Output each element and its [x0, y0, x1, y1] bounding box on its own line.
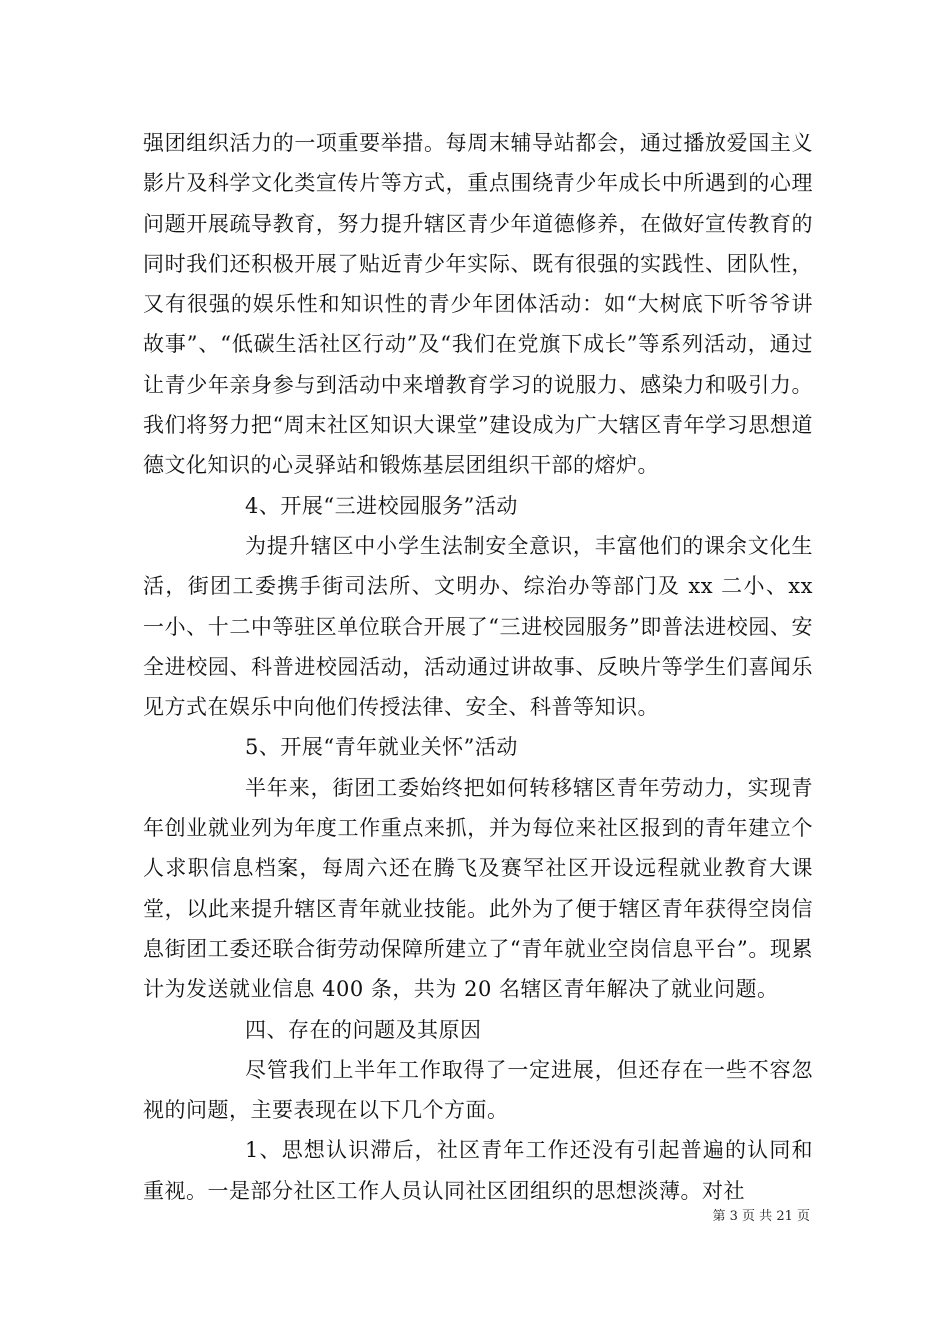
- section-heading-problems: 四、存在的问题及其原因: [245, 1017, 482, 1042]
- paragraph-problems-intro: 尽管我们上半年工作取得了一定进展，但还存在一些不容忽视的问题，主要表现在以下几个方面。: [143, 1057, 813, 1123]
- paragraph-campus-service: 为提升辖区中小学生法制安全意识，丰富他们的课余文化生活，街团工委携手街司法所、文明办、综治办等部门及 xx 二小、xx 一小、十二中等驻区单位联合开展了“三进校园服务”即普法进校园、安全进校园、科普进校园活动，活动通过讲故事、反映片等学生们喜闻乐见方式在娱乐中向他们传授法律、安全、科普等知识。: [143, 533, 813, 720]
- heading-item-4: 4、开展“三进校园服务”活动: [245, 493, 518, 518]
- page-number: 第 3 页 共 21 页: [712, 1209, 810, 1224]
- paragraph-1: 强团组织活力的一项重要举措。每周末辅导站都会，通过播放爱国主义影片及科学文化类宣传片等方式，重点围绕青少年成长中所遇到的心理问题开展疏导教育，努力提升辖区青少年道德修养，在做好宣传教育的同时我们还积极开展了贴近青少年实际、既有很强的实践性、团队性，又有很强的娱乐性和知识性的青少年团体活动：如“大树底下听爷爷讲故事”、“低碳生活社区行动”及“我们在党旗下成长”等系列活动，通过让青少年亲身参与到活动中来增教育学习的说服力、感染力和吸引力。我们将努力把“周末社区知识大课堂”建设成为广大辖区青年学习思想道德文化知识的心灵驿站和锻炼基层团组织干部的熔炉。: [143, 131, 813, 478]
- paragraph-employment-care: 半年来，街团工委始终把如何转移辖区青年劳动力，实现青年创业就业列为年度工作重点来抓，并为每位来社区报到的青年建立个人求职信息档案，每周六还在腾飞及赛罕社区开设远程就业教育大课堂，以此来提升辖区青年就业技能。此外为了便于辖区青年获得空岗信息街团工委还联合街劳动保障所建立了“青年就业空岗信息平台”。现累计为发送就业信息 400 条，共为 20 名辖区青年解决了就业问题。: [143, 775, 813, 1002]
- paragraph-problem-1: 1、思想认识滞后，社区青年工作还没有引起普遍的认同和重视。一是部分社区工作人员认同社区团组织的思想淡薄。对社: [143, 1138, 813, 1203]
- document-body: [143, 123, 813, 1211]
- heading-item-5: 5、开展“青年就业关怀”活动: [245, 735, 518, 760]
